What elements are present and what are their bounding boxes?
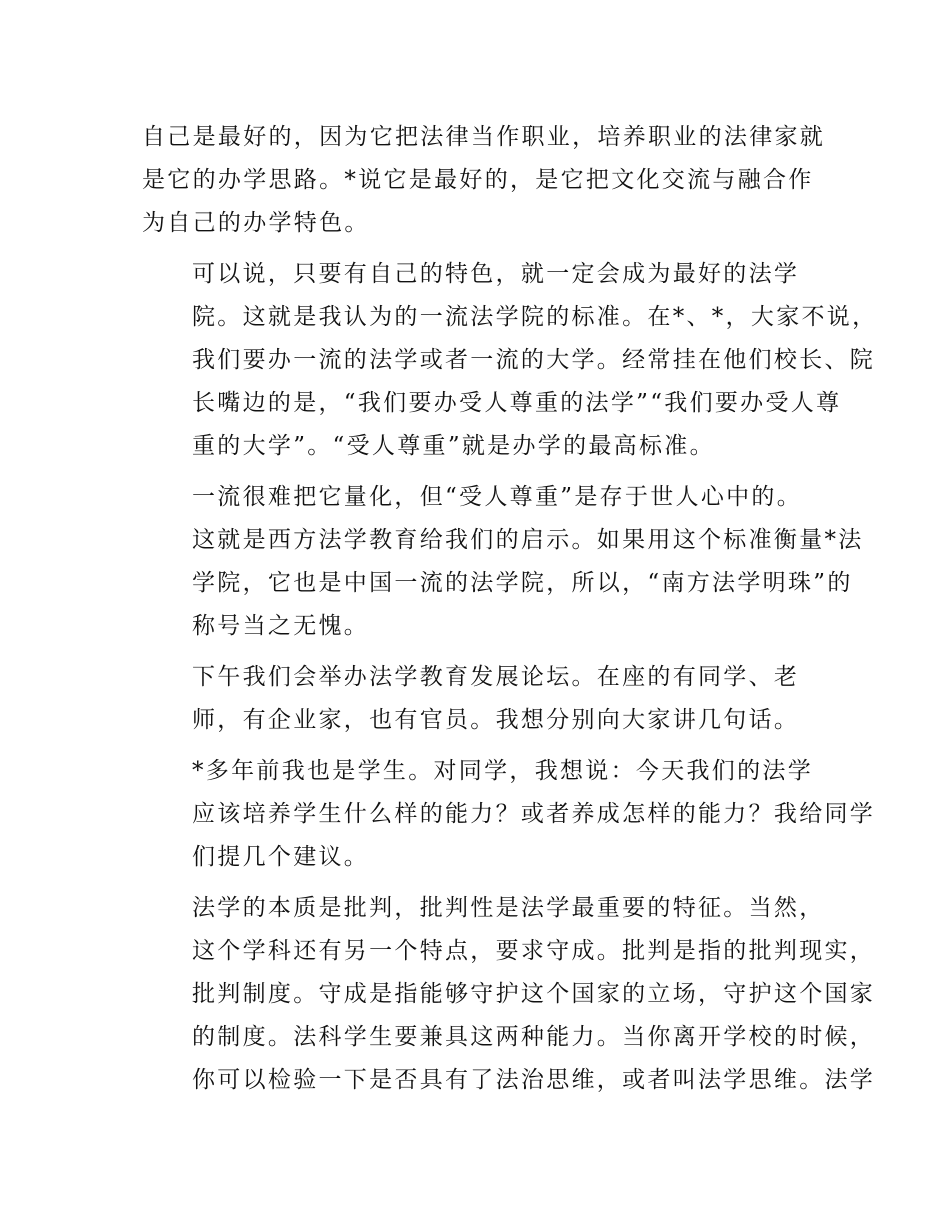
text-line: 这就是西方法学教育给我们的启示。如果用这个标准衡量*法 xyxy=(192,527,864,553)
paragraph-2 xyxy=(142,253,878,468)
text-line: 学院，它也是中国一流的法学院，所以，“南方法学明珠”的 xyxy=(192,570,853,596)
text-line: 一流很难把它量化，但“受人尊重”是存于世人心中的。 xyxy=(192,484,803,510)
paragraph-3 xyxy=(142,476,864,648)
text-line: *多年前我也是学生。对同学，我想说：今天我们的法学 xyxy=(192,758,813,784)
paragraph-4 xyxy=(142,656,814,742)
text-line: 自己是最好的，因为它把法律当作职业，培养职业的法律家就 xyxy=(142,124,826,150)
text-line: 可以说，只要有自己的特色，就一定会成为最好的法学 xyxy=(192,261,800,287)
text-line: 重的大学”。“受人尊重”就是办学的最高标准。 xyxy=(192,433,715,459)
text-line: 这个学科还有另一个特点，要求守成。批判是指的批判现实， xyxy=(192,938,876,964)
text-line: 法学的本质是批判，批判性是法学最重要的特征。当然， xyxy=(192,895,825,921)
text-line: 师，有企业家，也有官员。我想分别向大家讲几句话。 xyxy=(192,707,800,733)
text-line: 你可以检验一下是否具有了法治思维，或者叫法学思维。法学 xyxy=(192,1067,876,1093)
paragraph-5 xyxy=(142,750,876,879)
paragraph-1 xyxy=(142,116,826,245)
paragraph-6 xyxy=(142,887,876,1102)
text-line: 为自己的办学特色。 xyxy=(142,210,370,236)
text-line: 批判制度。守成是指能够守护这个国家的立场，守护这个国家 xyxy=(192,981,876,1007)
text-line: 应该培养学生什么样的能力？或者养成怎样的能力？我给同学 xyxy=(192,801,876,827)
text-line: 的制度。法科学生要兼具这两种能力。当你离开学校的时候， xyxy=(192,1024,876,1050)
text-line: 我们要办一流的法学或者一流的大学。经常挂在他们校长、院 xyxy=(192,347,876,373)
text-line: 是它的办学思路。*说它是最好的，是它把文化交流与融合作 xyxy=(142,167,814,193)
text-line: 们提几个建议。 xyxy=(192,844,370,870)
text-line: 称号当之无愧。 xyxy=(192,613,370,639)
text-line: 下午我们会举办法学教育发展论坛。在座的有同学、老 xyxy=(192,664,800,690)
text-line: 院。这就是我认为的一流法学院的标准。在*、*，大家不说， xyxy=(192,304,878,330)
document-body xyxy=(142,116,878,1102)
text-line: 长嘴边的是，“我们要办受人尊重的法学”“我们要办受人尊 xyxy=(192,390,842,416)
